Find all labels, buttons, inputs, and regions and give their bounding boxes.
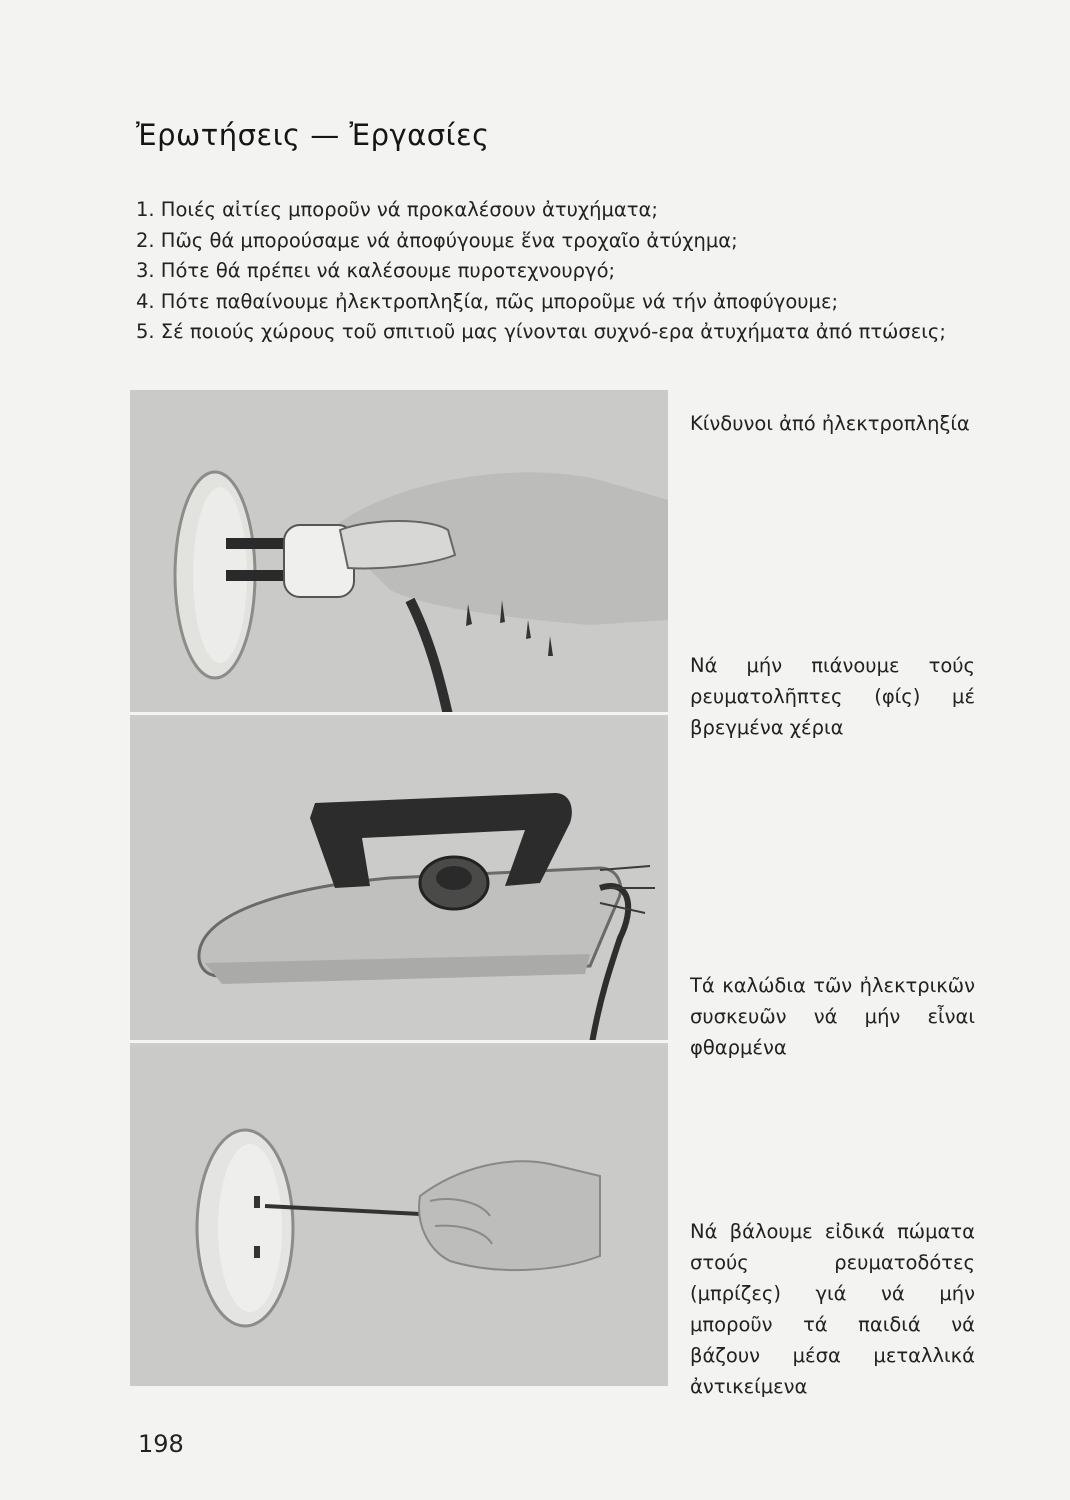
caption-socket: Νά βάλουμε εἰδικά πώματα στούς ρευματοδότες (μπρίζες) γιά νά μήν μποροῦν τά παιδιά νά βάζουν μέσα μεταλλικά ἀντικείμενα: [690, 1220, 975, 1398]
caption-iron: Τά καλώδια τῶν ἠλεκτρικῶν συσκευῶν νά μήν εἶναι φθαρμένα: [690, 974, 975, 1059]
plug-wet-hand-illustration: [130, 390, 668, 715]
caption-plug: Νά μήν πιάνουμε τούς ρευματολῆπτες (φίς) μέ βρεγμένα χέρια: [690, 654, 975, 739]
page-title: Ἐρωτήσεις — Ἐργασίες: [136, 118, 490, 152]
illustration: [130, 390, 668, 1386]
question-5: 5. Σέ ποιούς χώρους τοῦ σπιτιοῦ μας γίνονται συχνό-ερα ἀτυχήματα ἀπό πτώσεις;: [136, 320, 946, 343]
plug-wet-hand-panel: [130, 390, 668, 715]
question-4: 4. Πότε παθαίνουμε ἠλεκτροπληξία, πῶς μποροῦμε νά τήν ἀποφύγουμε;: [136, 289, 839, 313]
socket-child-illustration: [130, 1046, 668, 1386]
iron-illustration: [130, 718, 668, 1043]
question-1: 1. Ποιές αἰτίες μποροῦν νά προκαλέσουν ἀτυχήματα;: [136, 198, 658, 221]
page-number: 198: [138, 1430, 184, 1458]
iron-frayed-cord-panel: [130, 718, 668, 1043]
question-2: 2. Πῶς θά μπορούσαμε νά ἀποφύγουμε ἕνα τροχαῖο ἀτύχημα;: [136, 228, 738, 252]
socket-child-panel: [130, 1046, 668, 1386]
questions-list: [136, 195, 996, 348]
figure-heading: Κίνδυνοι ἀπό ἠλεκτροπληξία: [690, 412, 970, 435]
question-3: 3. Πότε θά πρέπει νά καλέσουμε πυροτεχνουργό;: [136, 259, 616, 282]
